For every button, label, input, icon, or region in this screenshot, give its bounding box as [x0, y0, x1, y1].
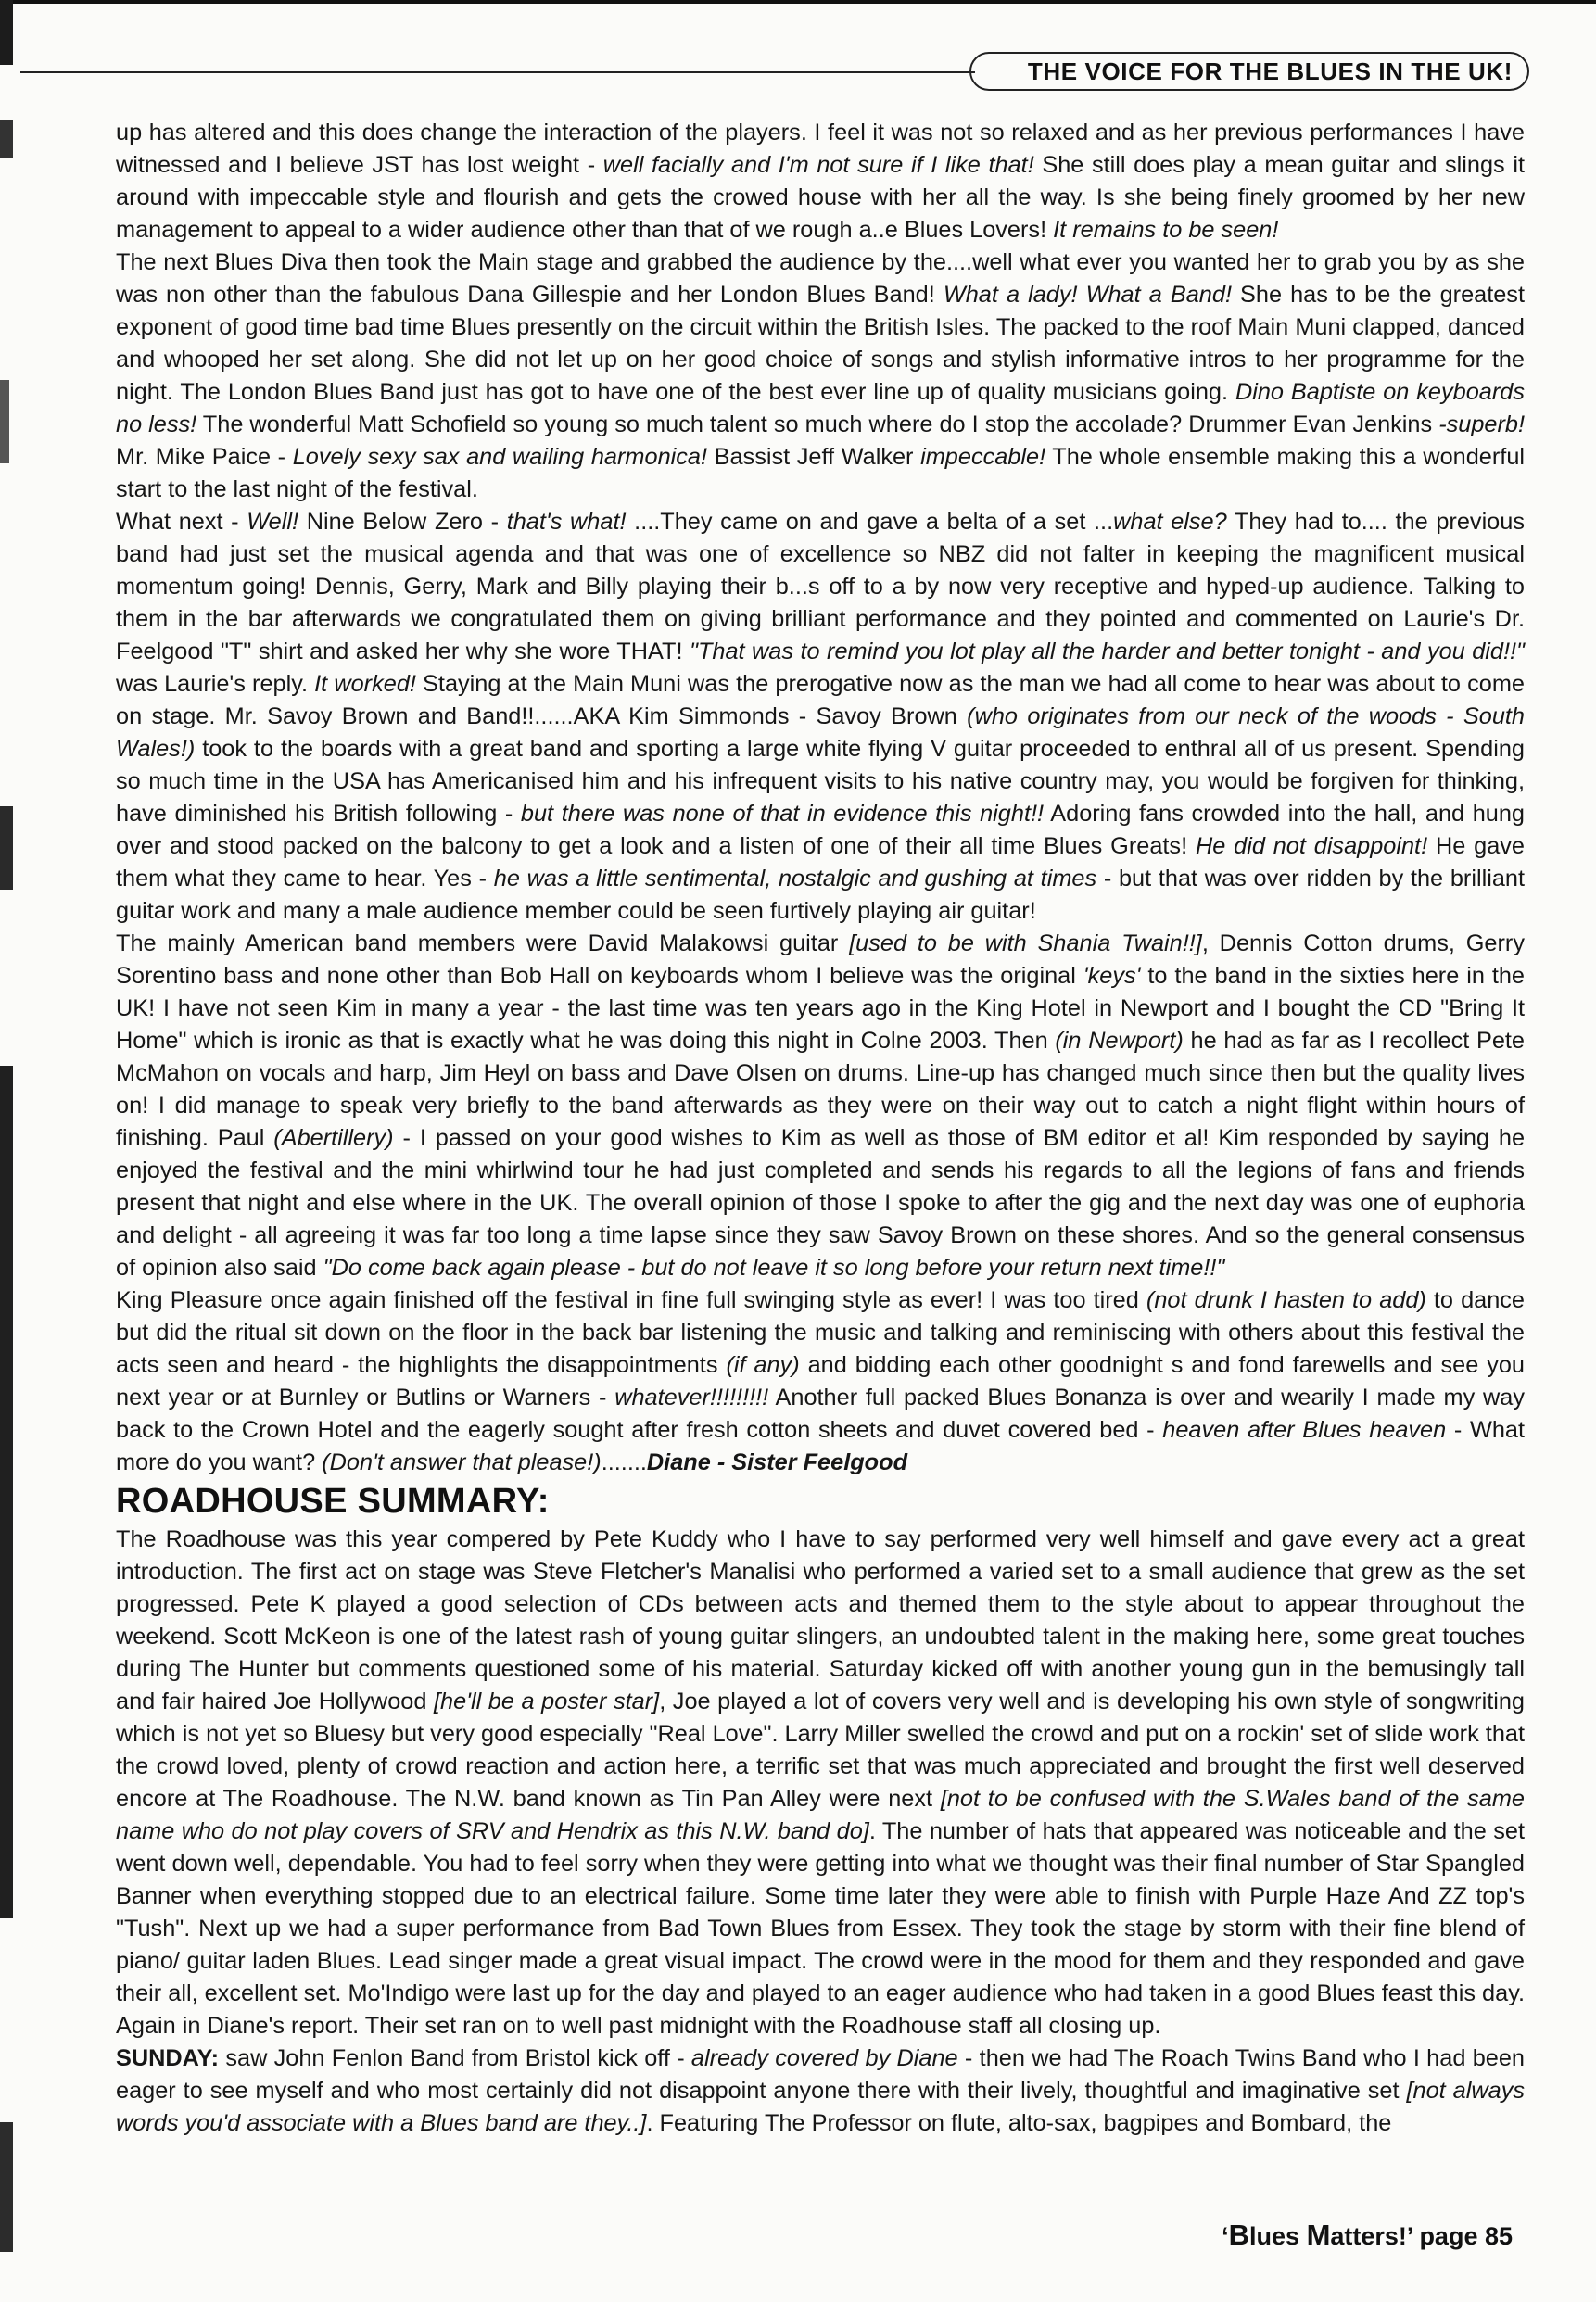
- italic-text-run: but there was none of that in evidence this night!!: [520, 801, 1045, 827]
- left-edge-mark: [0, 120, 13, 158]
- italic-text-run: already covered by Diane: [690, 2045, 958, 2071]
- italic-text-run: "Do come back again please - but do not leave it so long before your return next time!!": [323, 1255, 1225, 1281]
- text-run: - but that was over ridden by the brilliant guitar work and many a male audience member could be seen furtively playing air guitar!: [116, 866, 1525, 924]
- italic-text-run: 'keys': [1083, 963, 1141, 989]
- text-run: The mainly American band members were David Malakowsi guitar: [116, 930, 850, 956]
- footer-word-lues: lues: [1249, 2222, 1307, 2250]
- paragraph: [116, 1524, 1525, 2043]
- bold-text-run: Diane - Sister Feelgood: [646, 1449, 908, 1475]
- italic-text-run: [not to be confused with the S.Wales band of the same name who do not play covers of SRV and Hendrix as this N.W. band do]: [116, 1786, 1525, 1844]
- paragraph: [116, 1284, 1525, 1479]
- paragraph: [116, 2043, 1525, 2140]
- text-run: was Laurie's reply.: [116, 671, 315, 697]
- text-run: Bassist Jeff Walker: [707, 444, 921, 470]
- text-run: Adoring fans crowded into the hall, and hung over and stood packed on the balcony to get a look and a listen of one of their all time Blues Greats!: [116, 801, 1525, 859]
- italic-text-run: [he'll be a poster star]: [433, 1689, 660, 1714]
- text-run: , Dennis Cotton drums, Gerry Sorentino bass and none other than Bob Hall on keyboards whom I believe was the original: [116, 930, 1525, 989]
- italic-text-run: What a lady! What a Band!: [943, 282, 1232, 308]
- text-run: . Featuring The Professor on flute, alto-sax, bagpipes and Bombard, the: [646, 2110, 1392, 2136]
- text-run: - then we had The Roach Twins Band who I had been eager to see myself and who most certainly did not disappoint anyone there with their lively, thoughtful and imaginative set: [116, 2045, 1525, 2104]
- footer-quote: ‘: [1222, 2222, 1229, 2250]
- text-run: up has altered and this does change the interaction of the players. I feel it was not so relaxed and as her previous performances I have witnessed and I believe JST has lost weight -: [116, 120, 1525, 178]
- text-run: - I passed on your good wishes to Kim as well as those of BM editor et al! Kim responded by saying he enjoyed the festival and the mini whirlwind tour he had just completed and sends his regards to all the legions of fans and friends present that night and else where in the UK. The overall opinion of those I spoke to after the gig and the next day was one of euphoria and delight - all agreeing it was far too long a time lapse since they saw Savoy Brown on these shores. And so the general consensus of opinion also said: [116, 1125, 1526, 1281]
- text-run: - What more do you want?: [116, 1417, 1525, 1475]
- text-run: King Pleasure once again finished off the festival in fine full swinging style as ever! I was too tired: [116, 1287, 1146, 1313]
- italic-text-run: "That was to remind you lot play all the harder and better tonight - and you did!!": [689, 639, 1525, 664]
- left-edge-strip: [0, 0, 13, 65]
- italic-text-run: what else?: [1113, 509, 1227, 535]
- italic-text-run: It remains to be seen!: [1053, 217, 1279, 243]
- italic-text-run: he was a little sentimental, nostalgic and gushing at times: [493, 866, 1097, 892]
- italic-text-run: heaven after Blues heaven: [1162, 1417, 1447, 1443]
- text-run: he had as far as I recollect Pete McMahon on vocals and harp, Jim Heyl on bass and Dave Olsen on drums. Line-up has changed much since then but the quality lives on! I did manage to speak very briefly to the band afterwards as they were on their way out to catch a night flight within hours of finishing. Paul: [116, 1028, 1525, 1151]
- italic-text-run: (not drunk I hasten to add): [1146, 1287, 1426, 1313]
- text-run: The Roadhouse was this year compered by Pete Kuddy who I have to say performed very well himself and gave every act a great introduction. The first act on stage was Steve Fletcher's Manalisi who performed a varied set to a small audience that grew as the set progressed. Pete K played a good selection of CDs between acts and themed them to the style about to appear throughout the weekend. Scott McKeon is one of the latest rash of young guitar slingers, an undoubted talent in the making here, some great touches during The Hunter but comments questioned some of his material. Saturday kicked off with another young gun in the bemusingly tall and fair haired Joe Hollywood: [116, 1526, 1525, 1714]
- article-body: [116, 117, 1525, 2140]
- page-footer: [1222, 2219, 1513, 2252]
- italic-text-run: well facially and I'm not sure if I like that!: [602, 152, 1034, 178]
- italic-text-run: He did not disappoint!: [1195, 833, 1428, 859]
- italic-text-run: [not always words you'd associate with a Blues band are they..]: [116, 2078, 1526, 2136]
- text-run: to the band in the sixties here in the UK! I have not seen Kim in many a year - the last time was ten years ago in the King Hotel in Newport and I bought the CD "Bring It Home" which is ironic as that is exactly what he was doing this night in Colne 2003. Then: [116, 963, 1525, 1054]
- page-number: page 85: [1412, 2222, 1513, 2250]
- text-run: Staying at the Main Muni was the prerogative now as the man we had all come to hear was about to come on stage. Mr. Savoy Brown and Band!!......AKA Kim Simmonds - Savoy Brown: [116, 671, 1525, 729]
- text-run: She has to be the greatest exponent of good time bad time Blues presently on the circuit within the British Isles. The packed to the roof Main Muni clapped, danced and whooped her set along. She did not let up on her good choice of songs and stylish informative intros to her programme for the night. The London Blues Band just has got to have one of the best ever line up of quality musicians going.: [116, 282, 1525, 405]
- text-run: Nine Below Zero -: [298, 509, 507, 535]
- left-edge-strip: [0, 806, 13, 890]
- italic-text-run: Lovely sexy sax and wailing harmonica!: [292, 444, 707, 470]
- italic-text-run: It worked!: [314, 671, 416, 697]
- text-run: took to the boards with a great band and sporting a large white flying V guitar proceeded to enthral all of us present. Spending so much time in the USA has Americanised him and his infrequent visits to his native country may, you would be forgiven for thinking, have diminished his British following -: [116, 736, 1525, 827]
- italic-text-run: (who originates from our neck of the woods - South Wales!): [116, 703, 1526, 762]
- italic-text-run: (Abertillery): [273, 1125, 394, 1151]
- text-run: The whole ensemble making this a wonderful start to the last night of the festival.: [116, 444, 1526, 502]
- text-run: . The number of hats that appeared was noticeable and the set went down well, dependable. You had to feel sorry when they were getting into what we thought was their final number of Star Spangled Banner when everything stopped due to an electrical failure. Some time later they were able to finish with Purple Haze And ZZ top's "Tush". Next up we had a super performance from Bad Town Blues from Essex. They took the stage by storm with their fine blend of piano/ guitar laden Blues. Lead singer made a great visual impact. The crowd were in the mood for them and they responded and gave their all, excellent set. Mo'Indigo were last up for the day and played to an eager audience who had taken in a good Blues feast this day. Again in Diane's report. Their set ran on to well past midnight with the Roadhouse staff all closing up.: [116, 1818, 1525, 2039]
- paragraph: [116, 928, 1525, 1284]
- italic-text-run: (Don't answer that please!): [322, 1449, 602, 1475]
- section-heading: ROADHOUSE SUMMARY:: [116, 1482, 550, 1521]
- text-run: Another full packed Blues Bonanza is over and wearily I made my way back to the Crown Hotel and the eagerly sought after fresh cotton sheets and duvet covered bed -: [116, 1385, 1525, 1443]
- left-edge-mark: [0, 380, 9, 463]
- italic-text-run: -superb!: [1438, 411, 1525, 437]
- footer-word-atters: atters!’: [1330, 2222, 1412, 2250]
- text-run: ....They came on and gave a belta of a set ...: [626, 509, 1114, 535]
- italic-text-run: that's what!: [506, 509, 627, 535]
- text-run: They had to.... the previous band had just set the musical agenda and that was one of excellence so NBZ did not falter in keeping the magnificent musical momentum going! Dennis, Gerry, Mark and Billy playing their b...s off to a by now very receptive and hyped-up audience. Talking to them in the bar afterwards we congratulated them on giving brilliant performance and they pointed and commented on Laurie's Dr. Feelgood "T" shirt and asked her why she wore THAT!: [116, 509, 1525, 664]
- top-border: [0, 0, 1596, 4]
- italic-text-run: (if any): [726, 1352, 800, 1378]
- header-tagline: THE VOICE FOR THE BLUES IN THE UK!: [969, 52, 1529, 91]
- italic-text-run: (in Newport): [1055, 1028, 1184, 1054]
- text-run: Mr. Mike Paice -: [116, 444, 293, 470]
- bold-text-run: SUNDAY:: [116, 2045, 220, 2071]
- italic-text-run: whatever!!!!!!!!!: [614, 1385, 769, 1410]
- italic-text-run: Well!: [247, 509, 299, 535]
- left-edge-strip: [0, 2122, 13, 2252]
- text-run: .......: [601, 1449, 647, 1475]
- text-run: to dance but did the ritual sit down on the floor in the back bar listening the music and talking and reminiscing with others about this festival the acts seen and heard - the highlights the disappointments: [116, 1287, 1525, 1378]
- text-run: The wonderful Matt Schofield so young so much talent so much where do I stop the accolade? Drummer Evan Jenkins: [196, 411, 1439, 437]
- text-run: and bidding each other goodnight s and fond farewells and see you next year or at Burnley or Butlins or Warners -: [116, 1352, 1525, 1410]
- footer-initial-b: B: [1228, 2219, 1250, 2251]
- paragraph: [116, 247, 1525, 506]
- text-run: What next -: [116, 509, 247, 535]
- italic-text-run: Dino Baptiste on keyboards no less!: [116, 379, 1525, 437]
- text-run: He gave them what they came to hear. Yes -: [116, 833, 1525, 892]
- left-edge-strip: [0, 1066, 13, 1918]
- italic-text-run: [used to be with Shania Twain!!]: [849, 930, 1202, 956]
- text-run: She still does play a mean guitar and slings it around with impeccable style and flourish and gets the crowed house with her all the way. Is she being finely groomed by her new management to appeal to a wider audience other than that of we rough a..e Blues Lovers!: [116, 152, 1525, 243]
- text-run: The next Blues Diva then took the Main stage and grabbed the audience by the....well what ever you wanted her to grab you by as she was non other than the fabulous Dana Gillespie and her London Blues Band!: [116, 249, 1525, 308]
- italic-text-run: impeccable!: [920, 444, 1046, 470]
- footer-initial-m: M: [1306, 2219, 1331, 2251]
- text-run: , Joe played a lot of covers very well and is developing his own style of songwriting which is not yet so Bluesy but very good especially "Real Love". Larry Miller swelled the crowd and put on a rockin' set of slide work that the crowd loved, plenty of crowd reaction and action here, a terrific set that was much appreciated and brought the first well deserved encore at The Roadhouse. The N.W. band known as Tin Pan Alley were next: [116, 1689, 1525, 1812]
- paragraph: [116, 117, 1525, 247]
- header-rule: [20, 71, 975, 73]
- paragraph: [116, 506, 1525, 928]
- text-run: saw John Fenlon Band from Bristol kick off -: [219, 2045, 691, 2071]
